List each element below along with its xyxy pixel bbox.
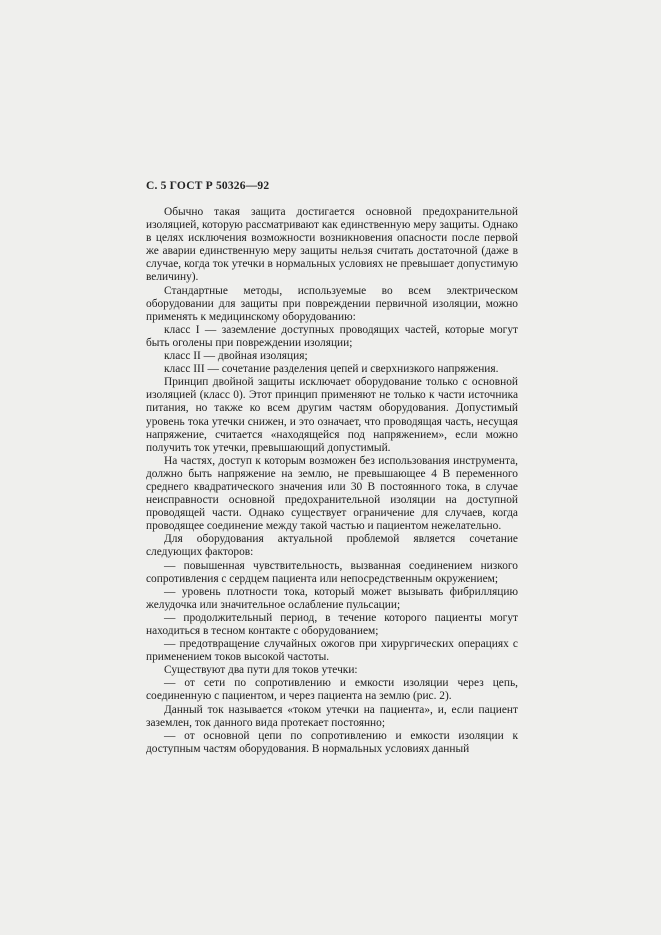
- list-item: — предотвращение случайных ожогов при хирургических операциях с применением токов высокой частоты.: [146, 638, 518, 664]
- paragraph: Существуют два пути для токов утечки:: [164, 664, 358, 677]
- paragraph: Обычно такая защита достигается основной предохранительной изоляцией, которую рассматривают как единственную меру защиты. Однако в целях исключения возможности возникновения опасности после первой же аварии единственную меру защиты нельзя считать достаточной (даже в случае, когда ток утечки в нормальных условиях не превышает допустимую величину).: [146, 206, 518, 284]
- list-item: класс II — двойная изоляция;: [164, 350, 308, 363]
- list-item: класс I — заземление доступных проводящих частей, которые могут быть оголены при повреждении изоляции;: [146, 323, 518, 349]
- list-item: — от сети по сопротивлению и емкости изоляции через цепь, соединенную с пациентом, и через пациента на землю (рис. 2).: [146, 677, 518, 703]
- document-body: [146, 206, 518, 756]
- list-item: — уровень плотности тока, который может вызывать фибрилляцию желудочка или значительное ослабление пульсации;: [146, 585, 518, 611]
- page-header: С. 5 ГОСТ Р 50326—92: [146, 180, 270, 192]
- paragraph: Стандартные методы, используемые во всем электрическом оборудовании для защиты при повреждении первичной изоляции, можно применять к медицинскому оборудованию:: [146, 284, 518, 323]
- paragraph: Для оборудования актуальной проблемой является сочетание следующих факторов:: [146, 533, 518, 559]
- paragraph: Данный ток называется «током утечки на пациента», и, если пациент заземлен, ток данного вида протекает постоянно;: [146, 703, 518, 729]
- list-item: — повышенная чувствительность, вызванная соединением низкого сопротивления с сердцем пациента или непосредственным окружением;: [146, 559, 518, 585]
- list-item: класс III — сочетание разделения цепей и сверхнизкого напряжения.: [164, 363, 499, 376]
- paragraph: Принцип двойной защиты исключает оборудование только с основной изоляцией (класс 0). Этот принцип применяют не только к части источника питания, но также ко всем другим частям оборудования. Допустимый уровень тока утечки снижен, и это означает, что проводящая часть, несущая напряжение, считается «находящейся под напряжением», если можно получить ток утечки, превышающий допустимый.: [146, 376, 518, 454]
- list-item: — от основной цепи по сопротивлению и емкости изоляции к доступным частям оборудования. В нормальных условиях данный: [146, 729, 518, 755]
- paragraph: На частях, доступ к которым возможен без использования инструмента, должно быть напряжение на землю, не превышающее 4 В переменного среднего квадратического значения или 30 В постоянного тока, в случае неисправности основной предохранительной изоляции на доступной проводящей части. Однако существует ограничение для случаев, когда проводящее соединение между такой частью и пациентом нежелательно.: [146, 454, 518, 533]
- list-item: — продолжительный период, в течение которого пациенты могут находиться в тесном контакте с оборудованием;: [146, 611, 518, 637]
